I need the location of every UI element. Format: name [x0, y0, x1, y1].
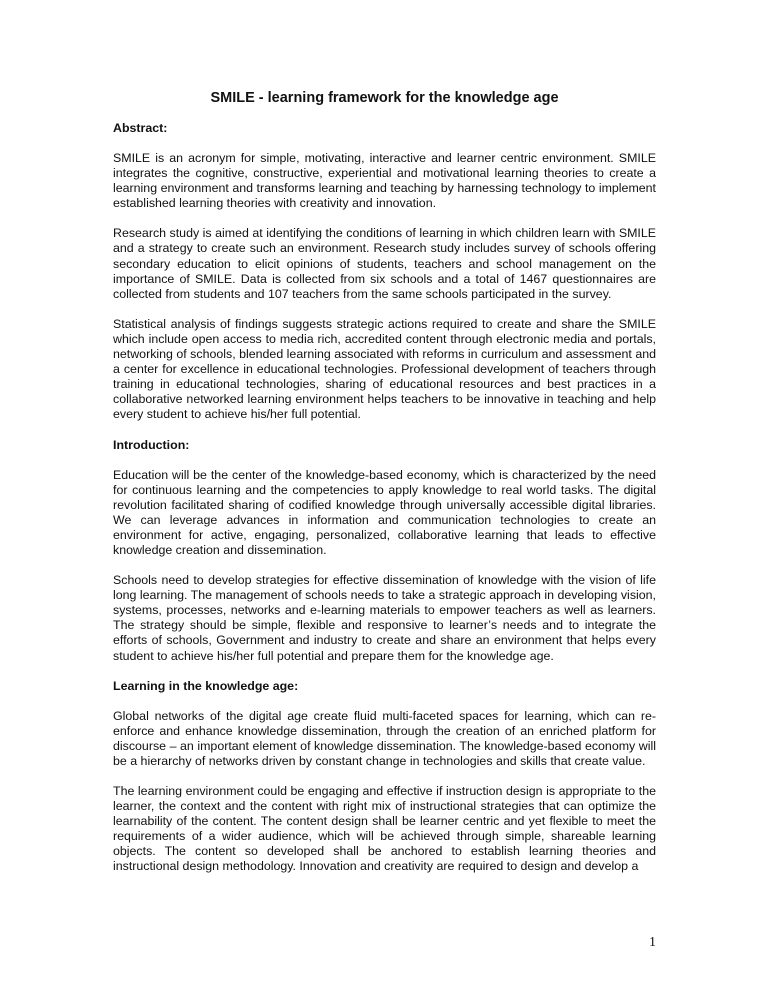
- learning-paragraph-2: The learning environment could be engaging and effective if instruction design is appropriate to the learner, the context and the content with right mix of instructional strategies that can optimize the learnability of the content. The content design shall be learner centric and yet flexible to meet the requirements of a wider audience, which will be achieved through simple, shareable learning objects. The content so developed shall be anchored to establish learning theories and instructional design methodology. Innovation and creativity are required to design and develop a: [113, 784, 656, 874]
- learning-paragraph-1: Global networks of the digital age create fluid multi-faceted spaces for learning, which can re-enforce and enhance knowledge dissemination, through the creation of an enriched platform for discourse – an important element of knowledge dissemination. The knowledge-based economy will be a hierarchy of networks driven by constant change in technologies and skills that create value.: [113, 708, 656, 768]
- abstract-heading: Abstract:: [113, 121, 168, 135]
- page-number: 1: [649, 935, 656, 950]
- introduction-paragraph-2: Schools need to develop strategies for effective dissemination of knowledge with the vision of life long learning. The management of schools needs to take a strategic approach in developing vision, systems, processes, networks and e-learning materials to empower teachers as well as learners. The strategy should be simple, flexible and responsive to learner’s needs and to integrate the efforts of schools, Government and industry to create and share an environment that helps every student to achieve his/her full potential and prepare them for the knowledge age.: [113, 573, 656, 663]
- document-body: [113, 89, 656, 890]
- introduction-heading: Introduction:: [113, 437, 190, 452]
- document-title: SMILE - learning framework for the knowledge age: [210, 90, 559, 106]
- abstract-paragraph-3: Statistical analysis of findings suggests strategic actions required to create and share the SMILE which include open access to media rich, accredited content through electronic media and portals, networking of schools, blended learning associated with reforms in curriculum and assessment and a center for excellence in educational technologies. Professional development of teachers through training in educational technologies, sharing of educational resources and best practices in a collaborative networked learning environment helps teachers to be innovative in teaching and help every student to achieve his/her full potential.: [113, 316, 656, 422]
- learning-heading: Learning in the knowledge age:: [113, 678, 299, 693]
- introduction-paragraph-1: Education will be the center of the knowledge-based economy, which is characterized by the need for continuous learning and the competencies to apply knowledge to real world tasks. The digital revolution facilitated sharing of codified knowledge through universally accessible digital libraries. We can leverage advances in information and communication technologies to create an environment for active, engaging, personalized, collaborative learning that leads to effective knowledge creation and dissemination.: [113, 467, 656, 557]
- abstract-paragraph-2: Research study is aimed at identifying the conditions of learning in which children learn with SMILE and a strategy to create such an environment. Research study includes survey of schools offering secondary education to elicit opinions of students, teachers and school management on the importance of SMILE. Data is collected from six schools and a total of 1467 questionnaires are collected from students and 107 teachers from the same schools participated in the survey.: [113, 226, 656, 301]
- abstract-paragraph-1: SMILE is an acronym for simple, motivating, interactive and learner centric environment. SMILE integrates the cognitive, constructive, experiential and motivational learning theories to create a learning environment and transforms learning and teaching by harnessing technology to implement established learning theories with creativity and innovation.: [113, 151, 656, 211]
